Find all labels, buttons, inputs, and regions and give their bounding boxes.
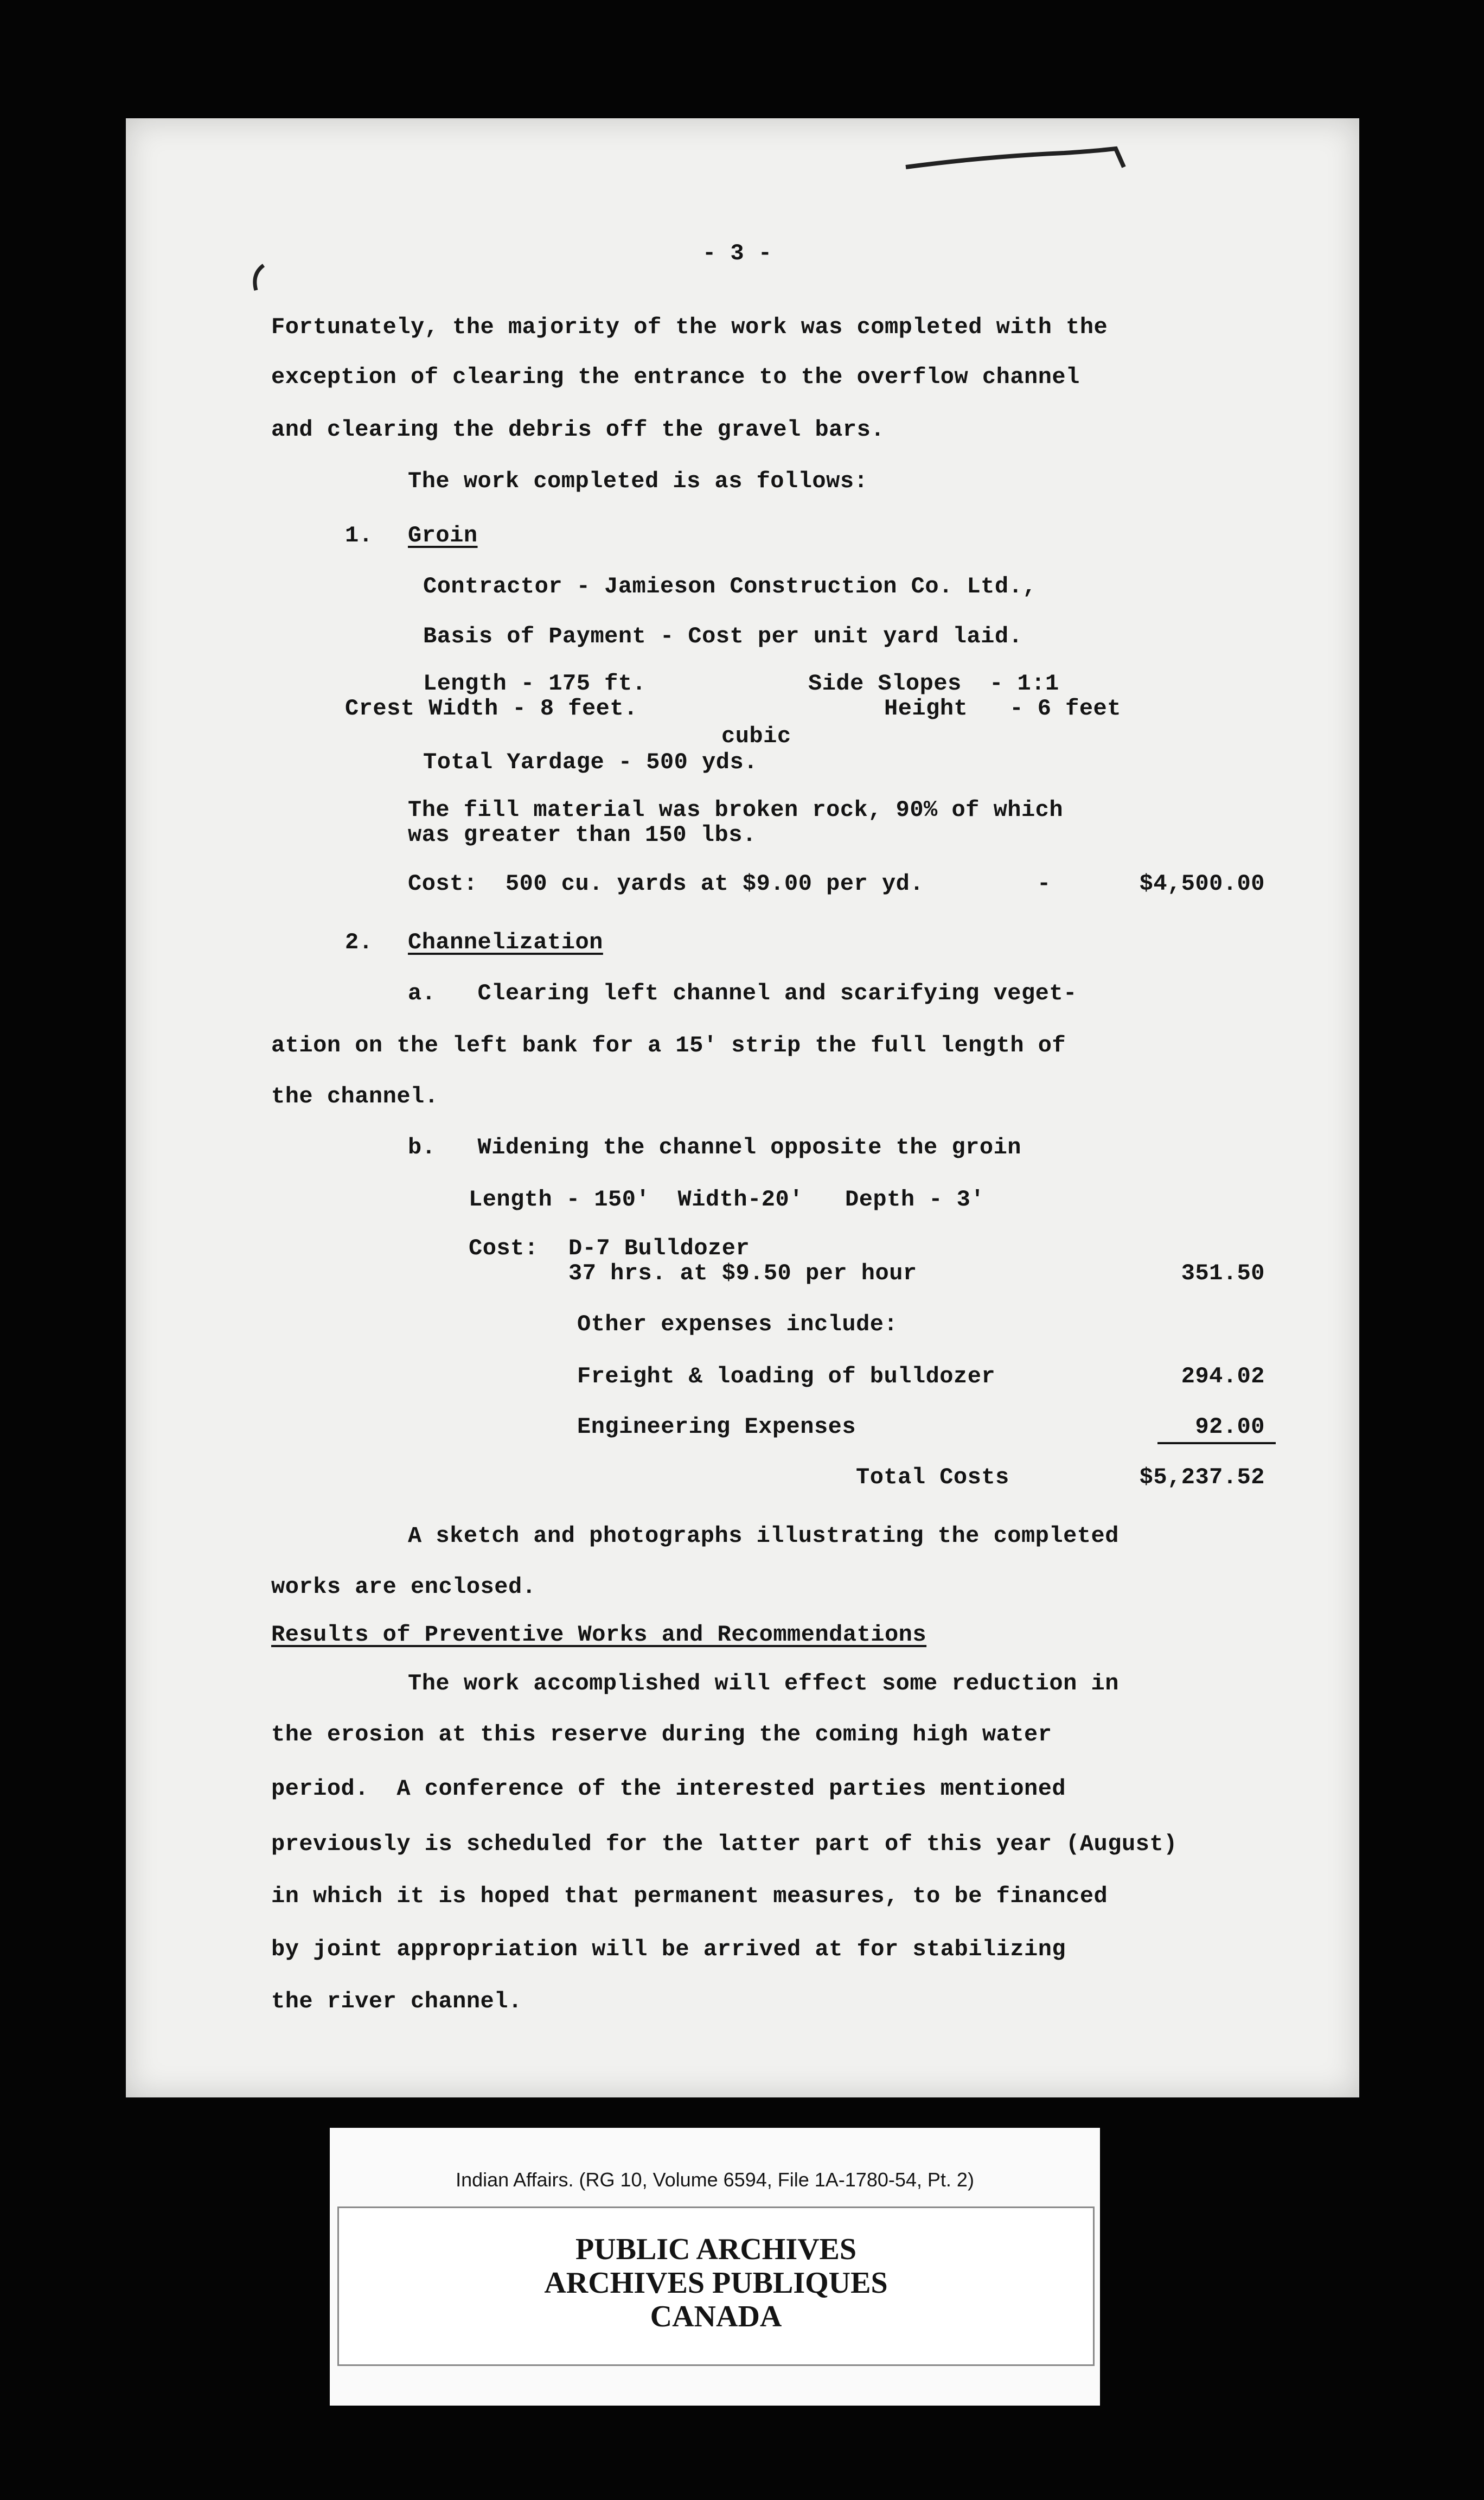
channel-equipment: D-7 Bulldozer (568, 1235, 750, 1261)
groin-side-slopes: Side Slopes - 1:1 (808, 671, 1059, 697)
archive-label (330, 2128, 1100, 2406)
subtotal-rule (1157, 1442, 1276, 1444)
total-costs-amount: $5,237.52 (1139, 1464, 1265, 1490)
stamp-line-3: CANADA (650, 2300, 782, 2333)
channel-cost-label: Cost: (469, 1235, 539, 1261)
item-a-line-1: a. Clearing left channel and scarifying veget- (408, 980, 1077, 1006)
item-a-line-3: the channel. (271, 1083, 439, 1109)
results-heading: Results of Preventive Works and Recommendations (271, 1622, 927, 1648)
item-b: b. Widening the channel opposite the groin (408, 1134, 1021, 1160)
groin-basis: Basis of Payment - Cost per unit yard laid. (423, 623, 1023, 649)
groin-crest-width: Crest Width - 8 feet. (345, 696, 638, 722)
freight-amount: 294.02 (1181, 1363, 1265, 1389)
document-page (126, 118, 1359, 2097)
other-expenses: Other expenses include: (577, 1311, 898, 1337)
results-line-6: by joint appropriation will be arrived at for stabilizing (271, 1936, 1066, 1962)
results-line-7: the river channel. (271, 1988, 522, 2014)
channel-hours-amount: 351.50 (1181, 1260, 1265, 1286)
channel-hours: 37 hrs. at $9.50 per hour (568, 1260, 917, 1286)
groin-total-yardage: Total Yardage - 500 yds. (423, 749, 758, 775)
page-number: - 3 - (702, 240, 772, 266)
groin-length: Length - 175 ft. (423, 671, 647, 697)
archive-stamp (337, 2206, 1095, 2366)
channelization-number: 2. (345, 929, 373, 955)
groin-fill-2: was greater than 150 lbs. (408, 822, 757, 848)
sketch-note-1: A sketch and photographs illustrating the completed (408, 1523, 1119, 1549)
item-a-line-2: ation on the left bank for a 15' strip the full length of (271, 1032, 1066, 1058)
results-line-1: The work accomplished will effect some reduction in (408, 1670, 1119, 1697)
groin-cost-amount: $4,500.00 (1139, 871, 1265, 897)
groin-heading: Groin (408, 522, 478, 549)
groin-cubic: cubic (721, 723, 791, 749)
intro-line-3: and clearing the debris off the gravel bars. (271, 417, 885, 443)
engineering-line: Engineering Expenses (577, 1414, 856, 1440)
pencil-mark (901, 135, 1151, 183)
total-costs-label: Total Costs (856, 1464, 1009, 1490)
stamp-line-2: ARCHIVES PUBLIQUES (544, 2266, 888, 2300)
results-line-5: in which it is hoped that permanent measures, to be financed (271, 1883, 1108, 1909)
intro-line-1: Fortunately, the majority of the work was completed with the (271, 314, 1108, 340)
stamp-line-1: PUBLIC ARCHIVES (575, 2233, 857, 2266)
groin-contractor: Contractor - Jamieson Construction Co. Ltd., (423, 573, 1037, 600)
engineering-amount: 92.00 (1195, 1414, 1265, 1440)
margin-mark (247, 262, 269, 295)
results-line-3: period. A conference of the interested parties mentioned (271, 1776, 1066, 1802)
freight-line: Freight & loading of bulldozer (577, 1363, 996, 1389)
groin-height: Height - 6 feet (884, 696, 1121, 722)
channel-dimensions: Length - 150' Width-20' Depth - 3' (469, 1187, 985, 1213)
archive-citation: Indian Affairs. (RG 10, Volume 6594, File 1A-1780-54, Pt. 2) (456, 2169, 974, 2191)
channelization-heading: Channelization (408, 929, 603, 955)
groin-cost: Cost: 500 cu. yards at $9.00 per yd. (408, 871, 924, 897)
sketch-note-2: works are enclosed. (271, 1574, 536, 1600)
results-line-4: previously is scheduled for the latter part of this year (August) (271, 1831, 1178, 1857)
intro-line-2: exception of clearing the entrance to the overflow channel (271, 364, 1080, 390)
groin-fill-1: The fill material was broken rock, 90% of which (408, 797, 1064, 823)
intro-line-4: The work completed is as follows: (408, 468, 868, 494)
results-line-2: the erosion at this reserve during the coming high water (271, 1721, 1052, 1748)
groin-cost-dash: - (1037, 871, 1051, 897)
groin-number: 1. (345, 522, 373, 549)
